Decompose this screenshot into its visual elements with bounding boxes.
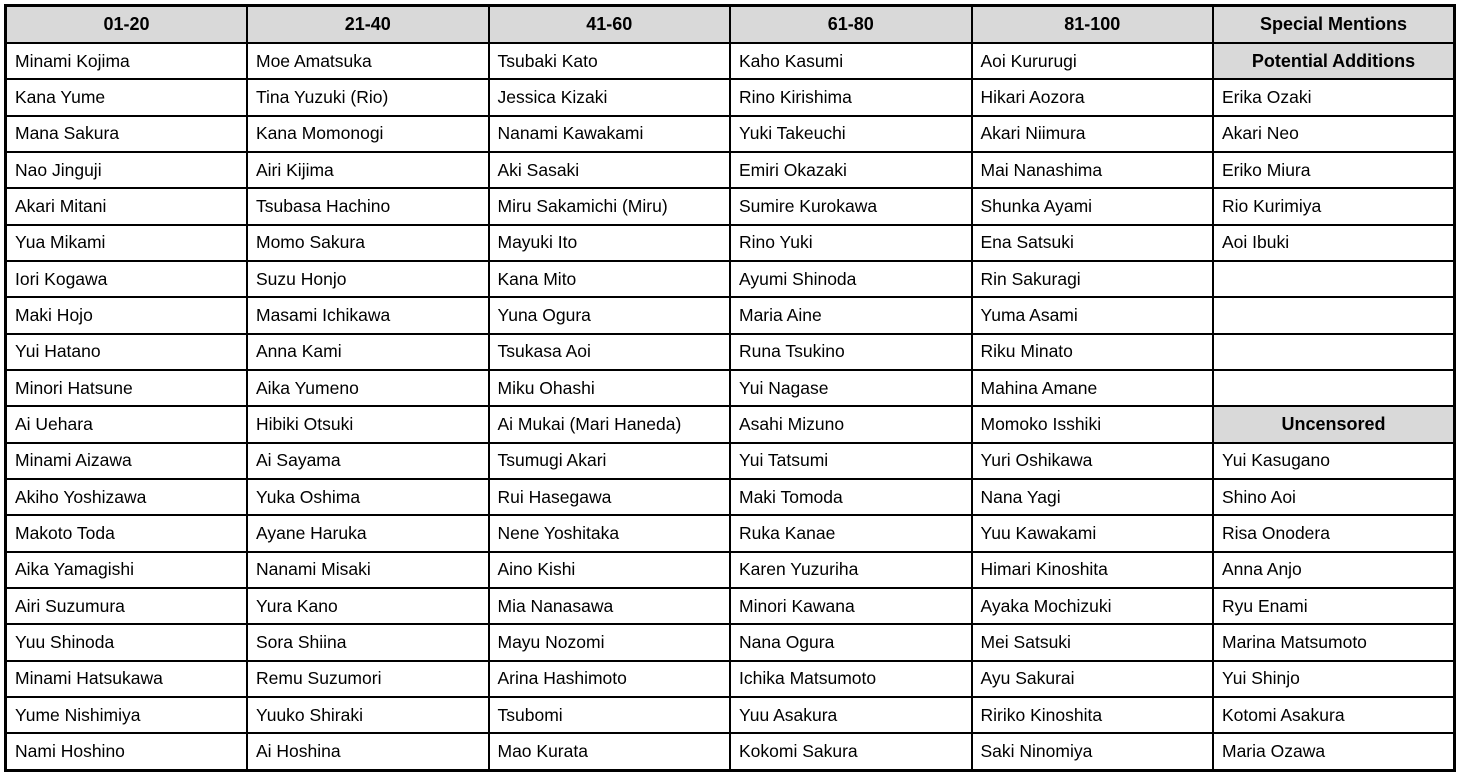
table-row [6,515,1455,551]
name-cell: Hikari Aozora [972,79,1214,115]
name-cell: Mana Sakura [6,116,248,152]
name-cell: Hibiki Otsuki [247,406,489,442]
name-cell: Nene Yoshitaka [489,515,731,551]
name-cell: Shunka Ayami [972,188,1214,224]
column-header-61-80: 61-80 [730,6,972,44]
name-cell: Mayuki Ito [489,225,731,261]
name-cell: Yuka Oshima [247,479,489,515]
name-cell: Aki Sasaki [489,152,731,188]
name-cell: Maria Ozawa [1213,733,1455,770]
name-cell: Yuma Asami [972,297,1214,333]
name-cell: Momoko Isshiki [972,406,1214,442]
table-row [6,116,1455,152]
name-cell: Yume Nishimiya [6,697,248,733]
name-cell: Himari Kinoshita [972,552,1214,588]
table-row [6,406,1455,442]
name-cell: Nami Hoshino [6,733,248,770]
name-cell: Ririko Kinoshita [972,697,1214,733]
table-row [6,334,1455,370]
name-cell: Yuuko Shiraki [247,697,489,733]
column-header-41-60: 41-60 [489,6,731,44]
column-header-21-40: 21-40 [247,6,489,44]
name-cell: Rui Hasegawa [489,479,731,515]
name-cell: Mayu Nozomi [489,624,731,660]
name-cell: Ai Uehara [6,406,248,442]
name-cell: Nana Ogura [730,624,972,660]
name-cell: Akiho Yoshizawa [6,479,248,515]
column-header-special-mentions: Special Mentions [1213,6,1455,44]
table-row [6,624,1455,660]
name-cell: Tsubomi [489,697,731,733]
column-header-01-20: 01-20 [6,6,248,44]
name-cell: Minami Kojima [6,43,248,79]
name-cell: Yui Kasugano [1213,443,1455,479]
name-cell: Mei Satsuki [972,624,1214,660]
table-row [6,297,1455,333]
name-cell: Tina Yuzuki (Rio) [247,79,489,115]
column-header-81-100: 81-100 [972,6,1214,44]
name-cell: Yui Tatsumi [730,443,972,479]
name-cell: Rino Kirishima [730,79,972,115]
table-row [6,152,1455,188]
name-cell: Rino Yuki [730,225,972,261]
name-cell: Maria Aine [730,297,972,333]
name-cell: Emiri Okazaki [730,152,972,188]
empty-cell [1213,334,1455,370]
name-cell: Mia Nanasawa [489,588,731,624]
name-cell: Nanami Misaki [247,552,489,588]
name-cell: Masami Ichikawa [247,297,489,333]
name-cell: Ai Mukai (Mari Haneda) [489,406,731,442]
name-cell: Ayumi Shinoda [730,261,972,297]
name-cell: Riku Minato [972,334,1214,370]
table-header [6,6,1455,44]
name-cell: Ayane Haruka [247,515,489,551]
name-cell: Makoto Toda [6,515,248,551]
name-cell: Ai Hoshina [247,733,489,770]
name-cell: Yua Mikami [6,225,248,261]
table-row [6,697,1455,733]
name-cell: Akari Niimura [972,116,1214,152]
name-cell: Tsubaki Kato [489,43,731,79]
name-cell: Akari Mitani [6,188,248,224]
name-cell: Minami Hatsukawa [6,661,248,697]
name-cell: Yura Kano [247,588,489,624]
name-cell: Yuki Takeuchi [730,116,972,152]
name-cell: Remu Suzumori [247,661,489,697]
name-cell: Iori Kogawa [6,261,248,297]
table-body [6,43,1455,771]
name-cell: Sora Shiina [247,624,489,660]
name-cell: Yuri Oshikawa [972,443,1214,479]
header-row [6,6,1455,44]
name-cell: Ayu Sakurai [972,661,1214,697]
name-cell: Shino Aoi [1213,479,1455,515]
name-cell: Karen Yuzuriha [730,552,972,588]
name-cell: Minori Hatsune [6,370,248,406]
name-cell: Moe Amatsuka [247,43,489,79]
name-cell: Nao Jinguji [6,152,248,188]
name-cell: Yui Shinjo [1213,661,1455,697]
name-cell: Suzu Honjo [247,261,489,297]
name-cell: Marina Matsumoto [1213,624,1455,660]
name-cell: Nanami Kawakami [489,116,731,152]
name-cell: Mao Kurata [489,733,731,770]
name-cell: Miku Ohashi [489,370,731,406]
name-cell: Arina Hashimoto [489,661,731,697]
name-cell: Akari Neo [1213,116,1455,152]
name-cell: Airi Suzumura [6,588,248,624]
ranking-table [4,4,1456,772]
name-cell: Ruka Kanae [730,515,972,551]
name-cell: Aoi Kururugi [972,43,1214,79]
name-cell: Ena Satsuki [972,225,1214,261]
name-cell: Yui Hatano [6,334,248,370]
name-cell: Momo Sakura [247,225,489,261]
name-cell: Mai Nanashima [972,152,1214,188]
name-cell: Miru Sakamichi (Miru) [489,188,731,224]
table-row [6,588,1455,624]
section-subheader-cell: Potential Additions [1213,43,1455,79]
table-row [6,261,1455,297]
name-cell: Kana Yume [6,79,248,115]
name-cell: Yuu Shinoda [6,624,248,660]
table-row [6,225,1455,261]
name-cell: Nana Yagi [972,479,1214,515]
name-cell: Rio Kurimiya [1213,188,1455,224]
name-cell: Risa Onodera [1213,515,1455,551]
name-cell: Anna Anjo [1213,552,1455,588]
name-cell: Aino Kishi [489,552,731,588]
table-row [6,79,1455,115]
name-cell: Asahi Mizuno [730,406,972,442]
name-cell: Tsukasa Aoi [489,334,731,370]
empty-cell [1213,370,1455,406]
name-cell: Erika Ozaki [1213,79,1455,115]
name-cell: Tsubasa Hachino [247,188,489,224]
table-row [6,443,1455,479]
name-cell: Tsumugi Akari [489,443,731,479]
name-cell: Aika Yamagishi [6,552,248,588]
name-cell: Rin Sakuragi [972,261,1214,297]
name-cell: Ayaka Mochizuki [972,588,1214,624]
empty-cell [1213,297,1455,333]
table-row [6,370,1455,406]
name-cell: Saki Ninomiya [972,733,1214,770]
name-cell: Minami Aizawa [6,443,248,479]
table-row [6,733,1455,770]
name-cell: Ryu Enami [1213,588,1455,624]
name-cell: Kana Mito [489,261,731,297]
name-cell: Kaho Kasumi [730,43,972,79]
name-cell: Eriko Miura [1213,152,1455,188]
name-cell: Kana Momonogi [247,116,489,152]
name-cell: Yui Nagase [730,370,972,406]
name-cell: Maki Tomoda [730,479,972,515]
name-cell: Maki Hojo [6,297,248,333]
name-cell: Yuu Kawakami [972,515,1214,551]
name-cell: Anna Kami [247,334,489,370]
name-cell: Kokomi Sakura [730,733,972,770]
table-row [6,43,1455,79]
section-subheader-cell: Uncensored [1213,406,1455,442]
table-row [6,188,1455,224]
table-row [6,661,1455,697]
name-cell: Aika Yumeno [247,370,489,406]
name-cell: Yuu Asakura [730,697,972,733]
table-row [6,479,1455,515]
name-cell: Minori Kawana [730,588,972,624]
name-cell: Jessica Kizaki [489,79,731,115]
name-cell: Aoi Ibuki [1213,225,1455,261]
empty-cell [1213,261,1455,297]
name-cell: Kotomi Asakura [1213,697,1455,733]
name-cell: Ai Sayama [247,443,489,479]
name-cell: Ichika Matsumoto [730,661,972,697]
name-cell: Mahina Amane [972,370,1214,406]
name-cell: Sumire Kurokawa [730,188,972,224]
name-cell: Runa Tsukino [730,334,972,370]
name-cell: Yuna Ogura [489,297,731,333]
name-cell: Airi Kijima [247,152,489,188]
table-row [6,552,1455,588]
